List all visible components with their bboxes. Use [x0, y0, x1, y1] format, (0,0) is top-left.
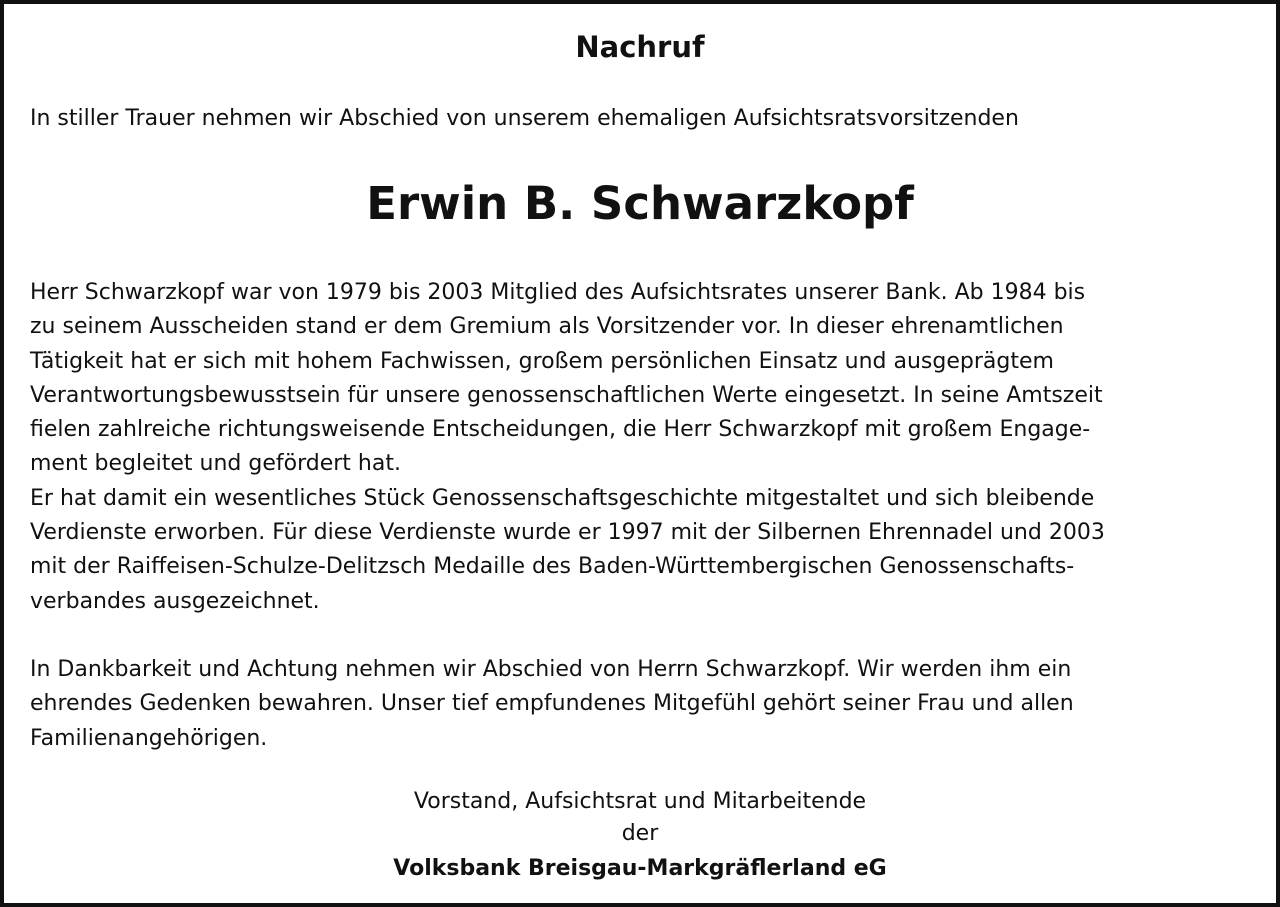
notice-title: Nachruf [575, 30, 705, 64]
signature-organization: Volksbank Breisgau-Markgräflerland eG [393, 856, 887, 881]
paragraph-line: Familienangehörigen. [30, 725, 268, 751]
paragraph-line: Verdienste erworben. Für diese Verdienste wurde er 1997 mit der Silbernen Ehrennadel und 2003 [30, 520, 1105, 546]
paragraph-line: Herr Schwarzkopf war von 1979 bis 2003 Mitglied des Aufsichtsrates unserer Bank. Ab 1984 bis [30, 280, 1086, 305]
paragraph-line: In Dankbarkeit und Achtung nehmen wir Abschied von Herrn Schwarzkopf. Wir werden ihm ein [30, 657, 1072, 682]
paragraph-line: zu seinem Ausscheiden stand er dem Gremium als Vorsitzender vor. In dieser ehrenamtlichen [30, 314, 1064, 340]
paragraph-farewell [30, 653, 1260, 756]
signature-line-1: Vorstand, Aufsichtsrat und Mitarbeitende [413, 789, 867, 814]
paragraph-line: mit der Raiffeisen-Schulze-Delitzsch Medaille des Baden-Württembergischen Genossenschafts- [30, 554, 1075, 580]
signature-line-2: der [621, 821, 659, 846]
deceased-name: Erwin B. Schwarzkopf [366, 177, 914, 230]
intro-text: In stiller Trauer nehmen wir Abschied von unserem ehemaligen Aufsichtsratsvorsitzenden [30, 106, 1019, 131]
paragraph-line: verbandes ausgezeichnet. [30, 588, 320, 614]
paragraph-line: ehrendes Gedenken bewahren. Unser tief empfundenes Mitgefühl gehört seiner Frau und allen [30, 691, 1074, 717]
paragraph-line: ment begleitet und gefördert hat. [30, 451, 401, 477]
paragraph-line: Er hat damit ein wesentliches Stück Genossenschaftsgeschichte mitgestaltet und sich bleibende [30, 485, 1095, 511]
paragraph-line: Verantwortungsbewusstsein für unsere genossenschaftlichen Werte eingesetzt. In seine Amtszeit [30, 382, 1103, 408]
paragraph-line: Tätigkeit hat er sich mit hohem Fachwissen, großem persönlichen Einsatz und ausgeprägtem [30, 348, 1054, 374]
paragraph-career [30, 276, 1260, 619]
paragraph-line: fielen zahlreiche richtungsweisende Entscheidungen, die Herr Schwarzkopf mit großem Engage- [30, 417, 1091, 443]
